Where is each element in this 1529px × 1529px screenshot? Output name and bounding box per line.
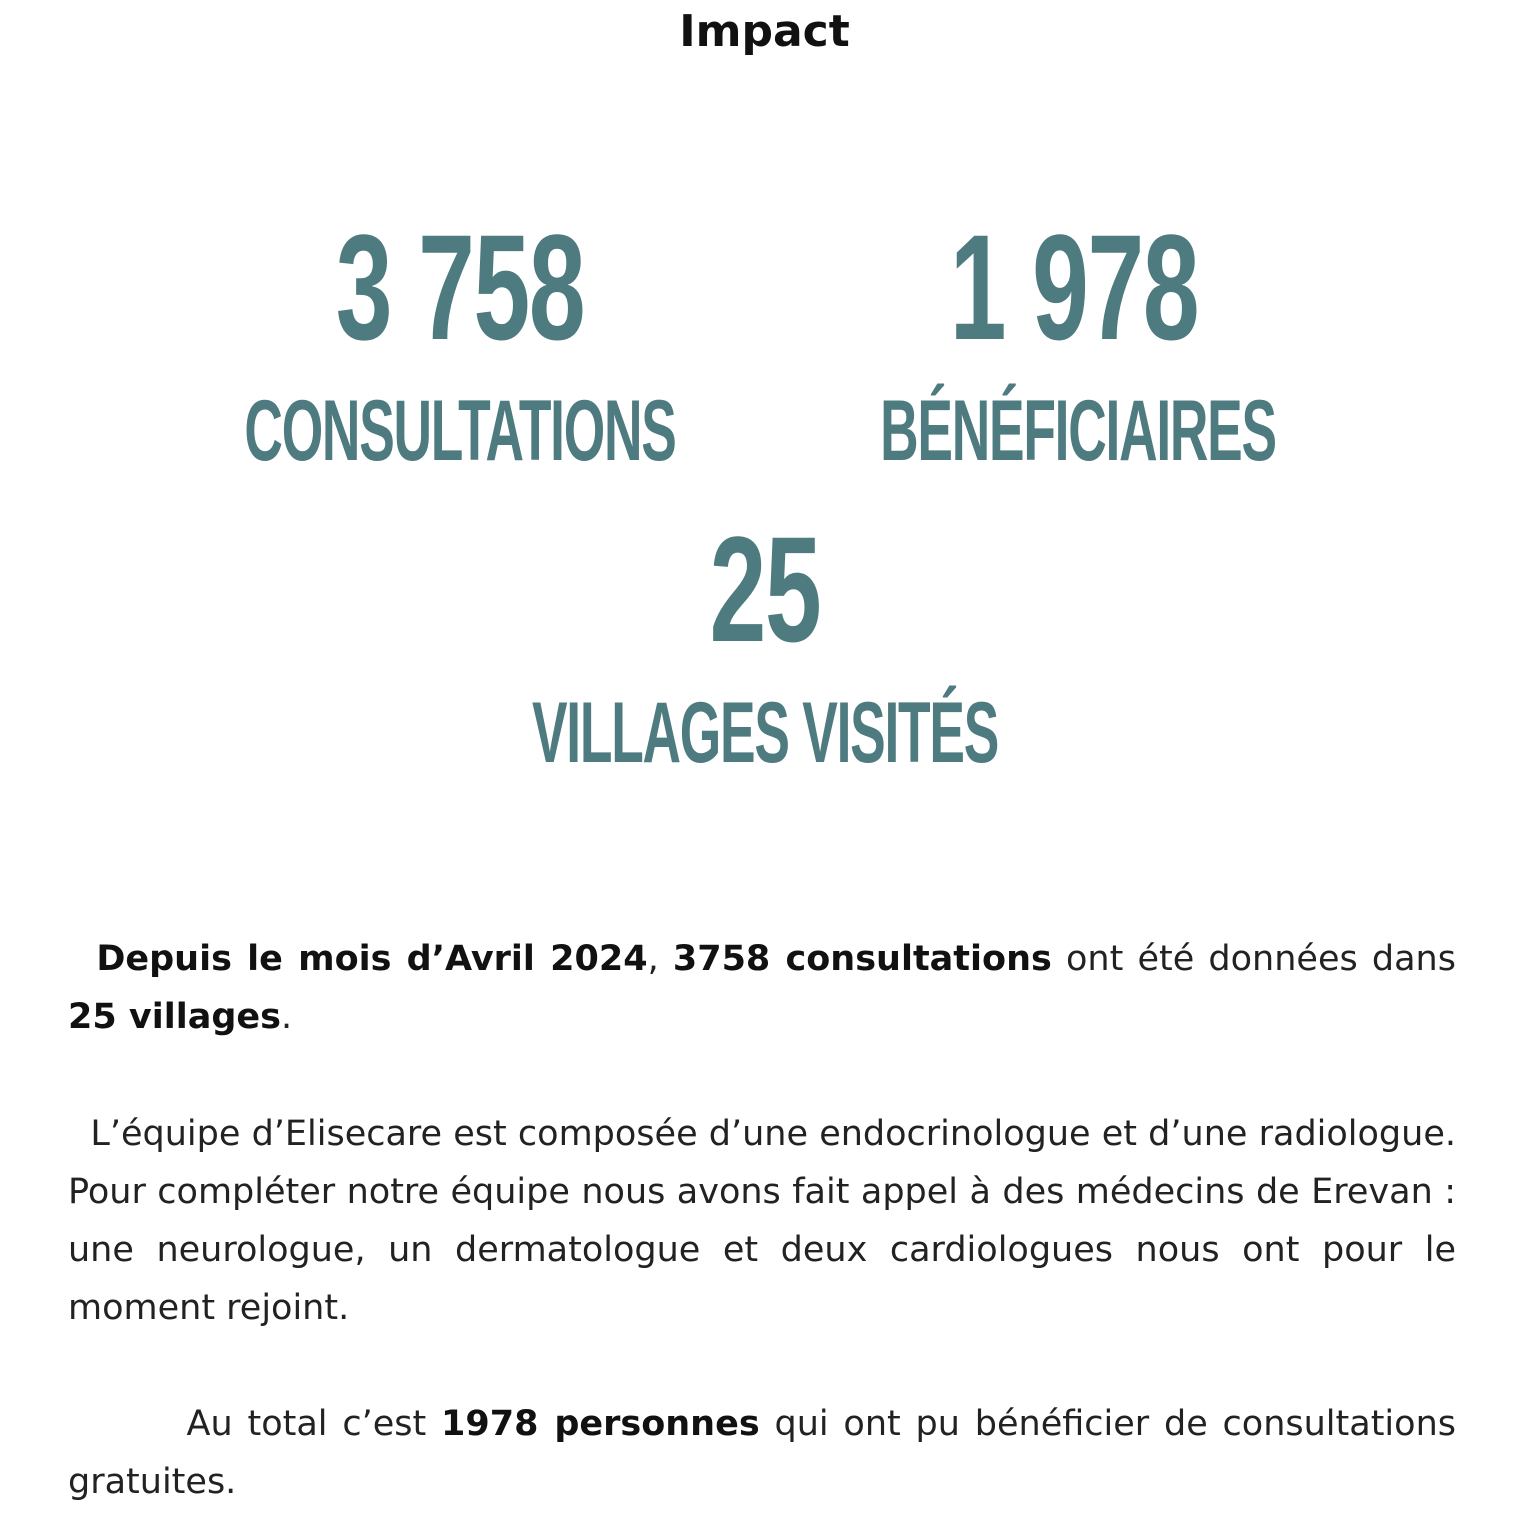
paragraph-consultations [68,930,1456,1046]
beneficiaires-label: BÉNÉFICIAIRES [880,383,1276,479]
paragraph-beneficiaries [68,1395,1456,1511]
consultations-label: CONSULTATIONS [244,383,676,479]
paragraph-text: Au total c’est [186,1404,442,1444]
consultations-count: 3 758 [335,203,585,371]
page-title: Impact [679,6,850,57]
villages-count: 25 [709,505,821,673]
paragraph-bold-consultations: 3758 consultations [672,939,1052,979]
villages-label: VILLAGES VISITÉS [531,685,999,781]
beneficiaires-count: 1 978 [949,203,1199,371]
paragraph-text: qui ont pu bénéficier de consultations gratuites. [68,1404,1456,1502]
paragraph-bold-persons: 1978 personnes [441,1404,760,1444]
paragraph-indent [68,939,96,979]
paragraph-bold-since: Depuis le mois d’Avril 2024 [96,939,648,979]
paragraph-text: . [280,997,293,1037]
paragraph-indent [68,1404,187,1444]
paragraph-bold-villages: 25 villages [68,997,281,1037]
paragraph-team: L’équipe d’Elisecare est composée d’une endocrinologue et d’une radiologue. Pour compléter notre équipe nous avons fait appel à des médecins de Erevan : une neurologue, un dermatologue et deux cardiologues nous ont pour le moment rejoint. [68,1114,1456,1328]
paragraph-text: ont été données dans [1051,939,1456,979]
paragraph-text: , [647,939,673,979]
